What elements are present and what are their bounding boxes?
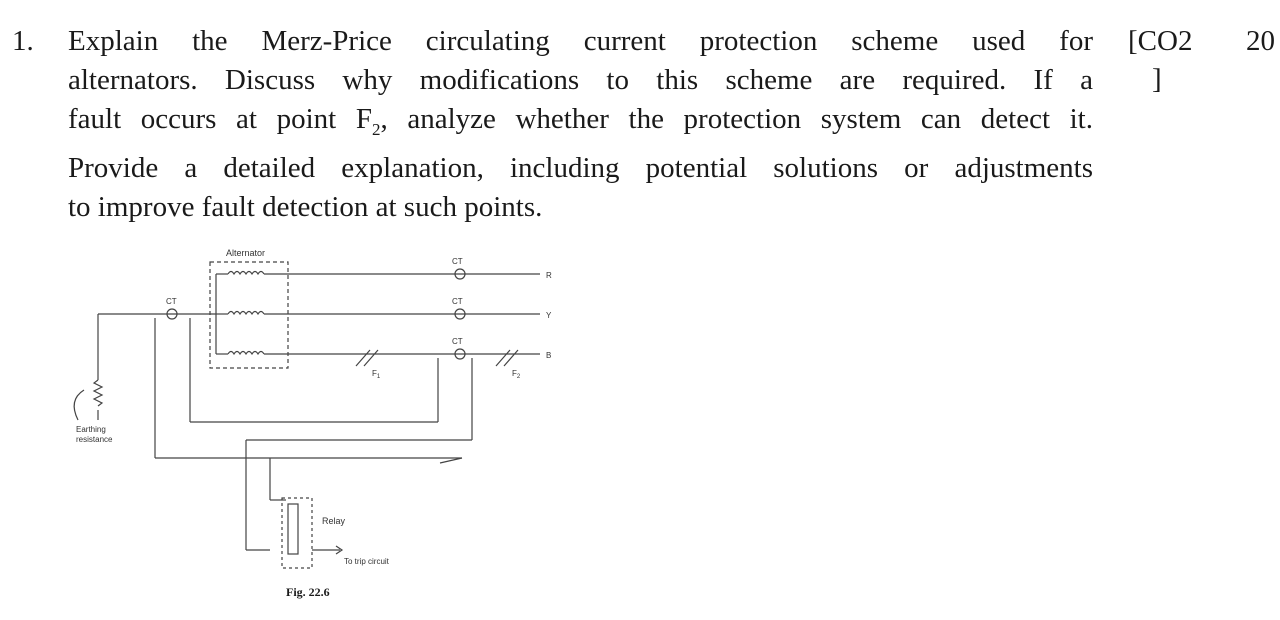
phase-label-b: B [546, 351, 552, 360]
ct-label-r: CT [452, 257, 463, 266]
fault-f2-label: $F_2$ [512, 369, 521, 380]
question-line-1: Explain the Merz-Price circulating current protection scheme used for [68, 25, 1093, 57]
merz-price-diagram [0, 230, 620, 590]
ct-label-b: CT [452, 337, 463, 346]
question-line-3-tail: , analyze whether the protection system can detect it. [380, 103, 1093, 135]
fault-f1-label: $F_1$ [372, 369, 381, 380]
question-line-5: to improve fault detection at such points. [68, 190, 543, 223]
marks: 20 [1246, 25, 1275, 57]
figure-caption: Fig. 22.6 [286, 585, 330, 599]
alternator-label: Alternator [226, 248, 266, 258]
winding-r [228, 272, 264, 275]
ct-label-y: CT [452, 297, 463, 306]
relay-box [282, 498, 312, 568]
question-line-3-head: fault occurs at point F [68, 103, 372, 135]
winding-y [228, 312, 264, 315]
trip-circuit-label: To trip circuit [344, 557, 389, 566]
question-number: 1. [12, 25, 34, 57]
fault-f2-marker [496, 350, 518, 366]
phase-label-r: R [546, 271, 552, 280]
alternator-box [210, 262, 288, 368]
course-outcome-close: ] [1152, 63, 1162, 95]
winding-b [228, 352, 264, 355]
fault-subscript: 2 [371, 119, 381, 139]
question-text [68, 22, 1093, 227]
earthing-resistor [94, 380, 102, 406]
relay-coil [288, 504, 298, 554]
earthing-label-1: Earthing [76, 425, 106, 434]
question-line-2: alternators. Discuss why modifications to this scheme are required. If a [68, 64, 1093, 96]
fault-f1-marker [356, 350, 378, 366]
course-outcome-label: [CO2 [1128, 25, 1193, 57]
phase-label-y: Y [546, 311, 552, 320]
question-line-4: Provide a detailed explanation, including potential solutions or adjustments [68, 151, 1093, 184]
earthing-arrow [74, 390, 84, 420]
earthing-label-2: resistance [76, 435, 113, 444]
ct-label-neutral: CT [166, 297, 177, 306]
question-line-3 [68, 100, 1093, 149]
relay-label: Relay [322, 516, 346, 526]
